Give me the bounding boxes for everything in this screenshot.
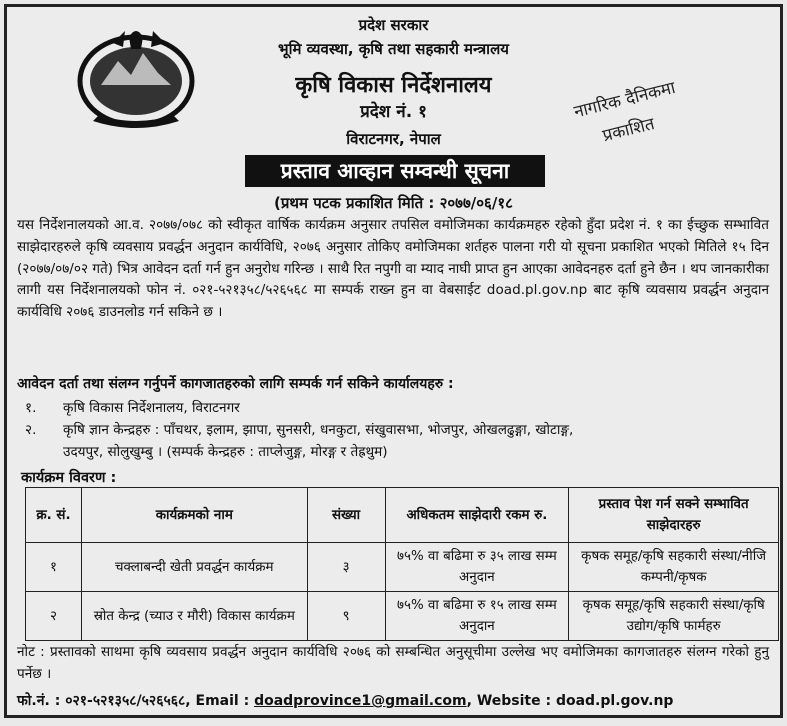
table-cell: कृषक समूह/कृषि सहकारी संस्था/कृषि उद्योग/कृषि फार्महरु bbox=[569, 592, 779, 641]
email-label: Email : bbox=[195, 693, 250, 709]
header-directorate: कृषि विकास निर्देशनालय bbox=[295, 73, 492, 98]
table-cell: ७५% वा बढिमा रु ३५ लाख सम्म अनुदान bbox=[385, 543, 569, 592]
website-link[interactable]: doad.pl.gov.np bbox=[555, 693, 674, 709]
notice-body bbox=[17, 215, 769, 324]
table-cell: कृषक समूह/कृषि सहकारी संस्था/नीजि कम्पनी/कृषक bbox=[569, 543, 779, 592]
office-item-number: १. bbox=[25, 400, 37, 416]
table-cell: ३ bbox=[307, 543, 385, 592]
handwritten-note-line2: प्रकाशित bbox=[600, 114, 657, 147]
phone-number: ०२१-५२१३५८/५२६५६८, bbox=[65, 693, 191, 709]
table-header-row bbox=[26, 488, 779, 543]
website-label: , Website : bbox=[466, 693, 552, 709]
column-header: संख्या bbox=[307, 488, 385, 543]
column-header: कार्यक्रमको नाम bbox=[81, 488, 307, 543]
table-cell: ९ bbox=[307, 592, 385, 641]
header-location: विराटनगर, नेपाल bbox=[346, 130, 441, 148]
table-cell: चक्लाबन्दी खेती प्रवर्द्धन कार्यक्रम bbox=[81, 543, 307, 592]
note-text: नोट : प्रस्तावको साथमा कृषि व्यवसाय प्रवर्द्धन अनुदान कार्यविधि २०७६ को सम्बन्धित अनुसूचीमा उल्लेख भए वमोजिमका कागजातहरु संलग्न गरेको हुनु पर्नेछ । bbox=[17, 644, 769, 682]
body-paragraph: यस निर्देशनालयको आ.व. २०७७/०७८ को स्वीकृत वार्षिक कार्यक्रम अनुसार तपसिल वमोजिमका कार्यक्रमहरु रहेको हुँदा प्रदेश नं. १ का ईच्छुक सम्भावित साझेदारहरुले कृषि व्यवसाय प्रवर्द्धन अनुदान कार्यविधि, २०७६ अनुसार तोकिए वमोजिमका शर्तहरु पालना गरी यो सूचना प्रकाशित भएको मितिले १५ दिन (२०७७/०७/०२ गते) भित्र आवेदन दर्ता गर्न हुन अनुरोध गरिन्छ । साथै रित नपुगी वा म्याद नाघी प्राप्त हुन आएका आवेदनहरु दर्ता हुने छैन । थप जानकारीका लागी यस निर्देशनालयको फोन नं. ०२१-५२१३५८/५२६५६८ मा सम्पर्क राख्न हुन वा वेबसाईट doad.pl.gov.np बाट कृषि व्यवसाय प्रवर्द्धन अनुदान कार्यविधि २०७६ डाउनलोड गर्न सकिने छ । bbox=[17, 217, 769, 321]
contact-footer bbox=[17, 691, 673, 710]
table-row bbox=[26, 592, 779, 641]
program-details-heading: कार्यक्रम विवरण : bbox=[21, 470, 117, 486]
header-ministry: भूमि व्यवस्था, कृषि तथा सहकारी मन्त्रालय bbox=[278, 40, 509, 58]
table-cell: २ bbox=[26, 592, 82, 641]
office-item-text-continued: उदयपुर, सोलुखुम्बु । (सम्पर्क केन्द्रहरु : ताप्लेजुङ्ग, मोरङ्ग र तेह्रथुम) bbox=[63, 444, 388, 460]
office-item-text: कृषि ज्ञान केन्द्रहरु : पाँचथर, इलाम, झापा, सुनसरी, धनकुटा, संखुवासभा, भोजपुर, ओखलढुङ्गा, खोटाङ्ग, bbox=[63, 422, 574, 438]
notice-title: प्रस्ताव आव्हान सम्वन्धी सूचना bbox=[245, 155, 545, 187]
contact-offices-heading: आवेदन दर्ता तथा संलग्न गर्नुपर्ने कागजातहरुको लागि सम्पर्क गर्न सकिने कार्यालयहरु : bbox=[17, 376, 454, 392]
handwritten-note-line1: नागरिक दैनिकमा bbox=[571, 77, 678, 123]
office-item-text: कृषि विकास निर्देशनालय, विराटनगर bbox=[63, 400, 240, 416]
first-published-date: (प्रथम पटक प्रकाशित मिति : २०७७/०६/१८ bbox=[274, 194, 513, 212]
office-item-number: २. bbox=[25, 422, 37, 438]
program-table bbox=[25, 487, 779, 641]
table-cell: १ bbox=[26, 543, 82, 592]
column-header: प्रस्ताव पेश गर्न सक्ने सम्भावित साझेदारहरु bbox=[569, 488, 779, 543]
header-province-number: प्रदेश नं. १ bbox=[360, 102, 427, 122]
table-row bbox=[26, 543, 779, 592]
column-header: अधिकतम साझेदारी रकम रु. bbox=[385, 488, 569, 543]
table-cell: स्रोत केन्द्र (च्याउ र मौरी) विकास कार्यक्रम bbox=[81, 592, 307, 641]
header-province-government: प्रदेश सरकार bbox=[358, 16, 429, 34]
email-link[interactable]: doadprovince1@gmail.com bbox=[254, 693, 467, 709]
notice-page bbox=[4, 4, 783, 718]
phone-label: फो.नं. : bbox=[17, 693, 61, 709]
table-cell: ७५% वा बढिमा रु १५ लाख सम्म अनुदान bbox=[385, 592, 569, 641]
column-header: क्र. सं. bbox=[26, 488, 82, 543]
